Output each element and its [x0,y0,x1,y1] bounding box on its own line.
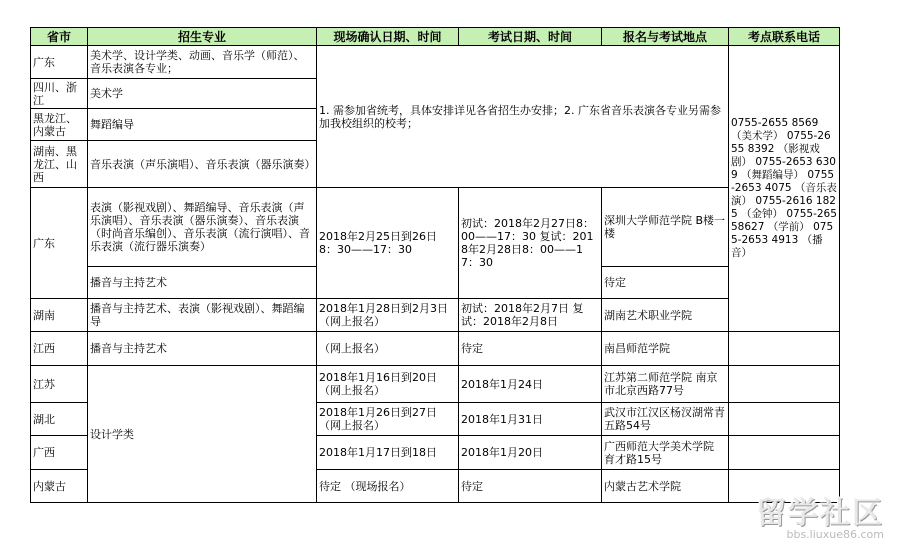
table-row [31,332,840,366]
confirm-cell: 2018年1月16日到20日（网上报名） [317,366,459,403]
confirm-cell: 2018年1月17日到18日 [317,436,459,470]
province-cell: 黑龙江、内蒙古 [31,109,88,141]
location-cell: 待定 [602,267,729,299]
confirm-cell: 待定 （现场报名） [317,470,459,503]
table-row [31,188,840,267]
province-cell: 湖南 [31,299,88,332]
major-cell: 播音与主持艺术 [88,267,317,299]
table-row [31,299,840,332]
exam-cell: 初试：2018年2月7日 复试：2018年2月8日 [459,299,602,332]
confirm-cell: 2018年1月26日到27日（网上报名） [317,403,459,436]
table-row [31,46,840,79]
location-cell: 南昌师范学院 [602,332,729,366]
page-top-edge [0,0,904,8]
watermark-logo-text: 留学社区 [756,496,884,531]
header-location: 报名与考试地点 [602,28,729,46]
exam-cell: 初试：2018年2月27日8：00——17：30 复试：2018年2月28日8：00——17：30 [459,188,602,299]
major-cell: 播音与主持艺术 [88,332,317,366]
header-province: 省市 [31,28,88,46]
major-cell: 播音与主持艺术、表演（影视戏剧）、舞蹈编导 [88,299,317,332]
note-cell: 1. 需参加省统考，具体安排详见各省招生办安排；2. 广东省音乐表演各专业另需参加我校组织的校考； [317,46,729,188]
location-cell: 深圳大学师范学院 B楼一楼 [602,188,729,267]
location-cell: 内蒙古艺术学院 [602,470,729,503]
header-row [31,28,840,46]
exam-cell: 待定 [459,332,602,366]
province-cell: 内蒙古 [31,470,88,503]
major-cell: 美术学、设计学类、动画、音乐学（师范）、音乐表演各专业； [88,46,317,79]
phone-empty-cell [729,403,840,436]
province-cell: 江西 [31,332,88,366]
province-cell: 四川、浙江 [31,79,88,109]
phone-cell: 0755-2655 8569 （美术学） 0755-2655 8392 （影视戏剧） 0755-2653 6309 （舞蹈编导） 0755-2653 4075 （音乐表演） 0755-2616 1825 （金钟） 0755-26558627 （学前） 0755-2653 4913 （播音） [729,46,840,332]
phone-empty-cell [729,332,840,366]
exam-cell: 2018年1月31日 [459,403,602,436]
exam-cell: 待定 [459,470,602,503]
province-cell: 广西 [31,436,88,470]
major-cell: 设计学类 [88,366,317,503]
province-cell: 湖北 [31,403,88,436]
location-cell: 湖南艺术职业学院 [602,299,729,332]
major-cell: 音乐表演（声乐演唱）、音乐表演（器乐演奏） [88,141,317,188]
exam-cell: 2018年1月24日 [459,366,602,403]
table-row [31,366,840,403]
province-cell: 江苏 [31,366,88,403]
confirm-cell: 2018年2月25日到26日 8：30——17：30 [317,188,459,299]
location-cell: 广西师范大学美术学院 育才路15号 [602,436,729,470]
exam-cell: 2018年1月20日 [459,436,602,470]
location-cell: 武汉市江汉区杨汊湖常青五路54号 [602,403,729,436]
admissions-table [30,27,840,503]
header-confirm-date: 现场确认日期、时间 [317,28,459,46]
confirm-cell: 2018年1月28日到2月3日（网上报名） [317,299,459,332]
major-cell: 表演（影视戏剧）、舞蹈编导、音乐表演（声乐演唱）、音乐表演（器乐演奏）、音乐表演（时尚音乐编创）、音乐表演（流行演唱）、音乐表演（流行器乐演奏） [88,188,317,267]
watermark [756,488,884,541]
major-cell: 舞蹈编导 [88,109,317,141]
location-cell: 江苏第二师范学院 南京市北京西路77号 [602,366,729,403]
header-exam-date: 考试日期、时间 [459,28,602,46]
confirm-cell: （网上报名） [317,332,459,366]
watermark-url: bbs.liuxue86.com [786,528,884,541]
phone-empty-cell [729,366,840,403]
phone-empty-cell [729,436,840,470]
province-cell: 广东 [31,46,88,79]
province-cell: 广东 [31,188,88,299]
province-cell: 湖南、黑龙江、山西 [31,141,88,188]
major-cell: 美术学 [88,79,317,109]
header-major: 招生专业 [88,28,317,46]
header-phone: 考点联系电话 [729,28,840,46]
